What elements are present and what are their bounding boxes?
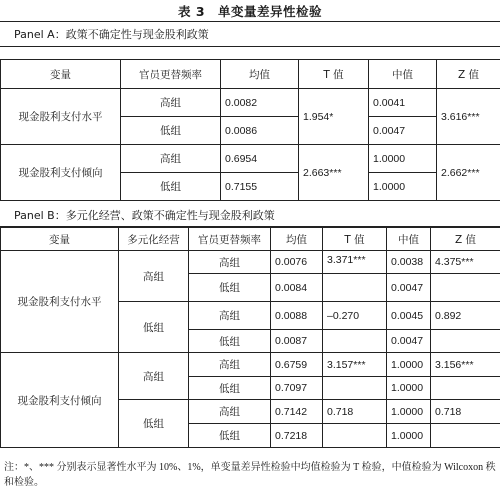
div-cell: 高组: [119, 251, 189, 302]
empty-cell: [323, 424, 387, 448]
mean-cell: 0.0082: [221, 89, 299, 117]
z-value-cell: 3.616***: [437, 89, 500, 145]
z-value-cell: 2.662***: [437, 145, 500, 201]
median-cell: 0.0047: [369, 117, 437, 145]
panel-b-label: Panel B：多元化经营、政策不确定性与现金股利政策: [14, 209, 275, 222]
mean-cell: 0.0086: [221, 117, 299, 145]
empty-cell: [431, 424, 500, 448]
z-value-cell: 0.892: [431, 302, 500, 330]
header-freq: 官员更替频率: [189, 228, 271, 251]
div-cell: 低组: [119, 400, 189, 448]
header-mean: 均值: [221, 60, 299, 89]
panel-a-table: [0, 59, 500, 201]
mean-cell: 0.0088: [271, 302, 323, 330]
header-variable: 变量: [1, 60, 121, 89]
empty-cell: [323, 377, 387, 400]
t-value-cell: 2.663***: [299, 145, 369, 201]
mean-cell: 0.0076: [271, 251, 323, 274]
freq-cell: 高组: [189, 302, 271, 330]
z-value-cell: 0.718: [431, 400, 500, 424]
header-median: 中值: [369, 60, 437, 89]
panel-a-label: Panel A：政策不确定性与现金股利政策: [14, 28, 209, 41]
median-cell: 0.0045: [387, 302, 431, 330]
freq-cell: 高组: [121, 145, 221, 173]
empty-cell: [323, 274, 387, 302]
empty-cell: [431, 330, 500, 353]
mean-cell: 0.6954: [221, 145, 299, 173]
table-row: [1, 145, 500, 173]
mean-cell: 0.7155: [221, 173, 299, 201]
z-value-cell: 3.156***: [431, 353, 500, 377]
header-diversification: 多元化经营: [119, 228, 189, 251]
freq-cell: 低组: [189, 377, 271, 400]
median-cell: 1.0000: [387, 400, 431, 424]
panel-b-header-row: [1, 228, 500, 251]
table-row: [1, 89, 500, 117]
header-z: Z 值: [431, 228, 500, 251]
table-title: 表 3 单变量差异性检验: [177, 4, 323, 19]
variable-cell: 现金股利支付水平: [1, 89, 121, 145]
header-variable: 变量: [1, 228, 119, 251]
mean-cell: 0.6759: [271, 353, 323, 377]
t-value-cell: 1.954*: [299, 89, 369, 145]
freq-cell: 低组: [121, 117, 221, 145]
median-cell: 1.0000: [387, 377, 431, 400]
median-cell: 1.0000: [369, 173, 437, 201]
table-row: [1, 353, 500, 377]
header-t: T 值: [323, 228, 387, 251]
freq-cell: 低组: [189, 274, 271, 302]
header-t: T 值: [299, 60, 369, 89]
table-row: [1, 251, 500, 274]
freq-cell: 低组: [189, 424, 271, 448]
variable-cell: 现金股利支付倾向: [1, 145, 121, 201]
median-cell: 0.0041: [369, 89, 437, 117]
t-value-cell: 0.718: [323, 400, 387, 424]
panel-a-header-row: [1, 60, 500, 89]
t-value-cell: 3.157***: [323, 353, 387, 377]
header-freq: 官员更替频率: [121, 60, 221, 89]
freq-cell: 低组: [121, 173, 221, 201]
median-cell: 1.0000: [387, 424, 431, 448]
t-value-cell: –0.270: [323, 302, 387, 330]
mean-cell: 0.7218: [271, 424, 323, 448]
variable-cell: 现金股利支付倾向: [1, 353, 119, 448]
variable-cell: 现金股利支付水平: [1, 251, 119, 353]
div-cell: 低组: [119, 302, 189, 353]
header-mean: 均值: [271, 228, 323, 251]
median-cell: 1.0000: [369, 145, 437, 173]
freq-cell: 高组: [189, 353, 271, 377]
header-z: Z 值: [437, 60, 500, 89]
header-median: 中值: [387, 228, 431, 251]
median-cell: 0.0047: [387, 274, 431, 302]
freq-cell: 高组: [121, 89, 221, 117]
median-cell: 0.0038: [387, 251, 431, 274]
mean-cell: 0.0084: [271, 274, 323, 302]
empty-cell: [431, 377, 500, 400]
panel-a-rule: [0, 46, 500, 47]
mean-cell: 0.7142: [271, 400, 323, 424]
mean-cell: 0.7097: [271, 377, 323, 400]
z-value-cell: 4.375***: [431, 251, 500, 274]
mean-cell: 0.0087: [271, 330, 323, 353]
median-cell: 0.0047: [387, 330, 431, 353]
freq-cell: 高组: [189, 400, 271, 424]
div-cell: 高组: [119, 353, 189, 400]
median-cell: 1.0000: [387, 353, 431, 377]
table-note: 注：*、*** 分别表示显著性水平为 10%、1%，单变量差异性检验中均值检验为 T 检验，中值检验为 Wilcoxon 秩和检验。: [4, 462, 496, 488]
empty-cell: [323, 330, 387, 353]
t-value-cell: 3.371***: [323, 251, 387, 274]
empty-cell: [431, 274, 500, 302]
freq-cell: 高组: [189, 251, 271, 274]
freq-cell: 低组: [189, 330, 271, 353]
top-rule: [0, 21, 500, 22]
panel-b-table: [0, 227, 500, 448]
